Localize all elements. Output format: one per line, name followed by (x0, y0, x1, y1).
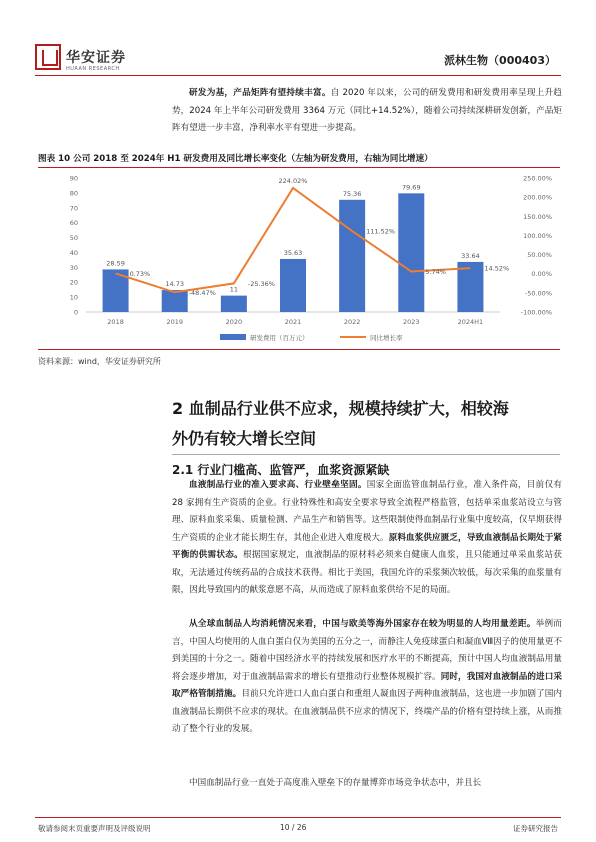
bar-rd-expense (162, 290, 188, 312)
line-value-label: 111.52% (366, 227, 396, 236)
right-axis-tick: 100.00% (523, 231, 552, 240)
para1-bold2: 原料血浆供应匮乏，导致血液制品长期处于紧平衡的供需状态。 (172, 532, 562, 560)
legend-bar-swatch (220, 334, 246, 340)
x-axis-tick: 2018 (107, 318, 124, 326)
right-axis-tick: -100.00% (520, 308, 552, 317)
line-value-label: 224.02% (278, 176, 308, 185)
para1-bold1: 血液制品行业的准入要求高、行业壁垒坚固。 (189, 480, 367, 490)
paragraph-entry-barrier (172, 477, 562, 600)
x-axis-tick: 2023 (403, 318, 420, 326)
bar-rd-expense (221, 296, 247, 312)
left-axis-tick: 70 (69, 204, 78, 213)
footer-divider (35, 817, 561, 818)
bar-value-label: 28.59 (106, 259, 125, 268)
bar-value-label: 11 (229, 285, 238, 294)
left-axis-tick: 90 (69, 174, 78, 183)
left-axis-tick: 40 (69, 248, 78, 257)
line-value-label: -48.47% (188, 288, 216, 297)
paragraph-market-competition (172, 775, 562, 793)
logo-text: 华安证券 (66, 50, 126, 66)
para2-text1: 举例而言，中国人均使用的人血白蛋白仅为美国的五分之一，而静注人免疫球蛋白和凝血Ⅷ因子的使用量更不到美国的十分之一。随着中国经济水平的持续发展和医疗水平的不断提高，预计中国人均血液制品用量将会逐步增加，对于血液制品需求的增长有望推动行业整体规模扩容。 (172, 619, 562, 682)
bar-rd-expense (339, 200, 365, 312)
bar-value-label: 79.69 (401, 183, 421, 192)
figure-title: 图表 10 公司 2018 至 2024年 H1 研发费用及同比增长率变化（左轴为研发费用，右轴为同比增速） (38, 154, 433, 164)
line-value-label: 0.73% (129, 269, 151, 278)
para1-text1: 国家全面监管血制品行业，准入条件高，目前仅有 28 家拥有生产资质的企业。行业特殊性和高安全要求导致全流程严格监管，包括单采血浆站设立与管理、原料血浆采集、质量检测、产品生产和销售等。这些限制使得血制品行业集中度较高，仅早期获得生产资质的企业才能长期生存，其他企业进入难度极大。 (172, 480, 562, 543)
x-axis-tick: 2024H1 (457, 318, 484, 326)
bar-value-label: 33.64 (461, 251, 480, 260)
footer-disclaimer: 敬请参阅末页重要声明及评级说明 (38, 824, 151, 833)
section-title-line1: 2 血制品行业供不应求，规模持续扩大，相较海 (172, 399, 509, 418)
bar-value-label: 14.73 (165, 280, 185, 289)
footer-report-type: 证券研究报告 (513, 824, 558, 833)
figure-bottom-rule (38, 349, 560, 350)
left-axis-tick: 60 (69, 219, 78, 228)
section-title-line2: 外仍有较大增长空间 (172, 429, 317, 448)
left-axis-tick: 80 (69, 189, 78, 198)
right-axis-tick: 150.00% (523, 212, 552, 221)
x-axis-tick: 2021 (284, 318, 302, 326)
figure-source: 资料来源：wind，华安证券研究所 (38, 357, 161, 366)
intro-text: 自 2020 年以来，公司的研发费用和研发费用率呈现上升趋势，2024 年上半年公司研发费用 3364 万元（同比+14.52%），随着公司持续深耕研发创新，产品矩阵有望进一步丰富，净利率水平有望进一步提高。 (172, 88, 562, 133)
left-axis-tick: 10 (69, 293, 78, 302)
intro-bold: 研发为基，产品矩阵有望持续丰富。 (189, 88, 331, 98)
bar-rd-expense (398, 193, 424, 312)
para2-bold1: 从全球血制品人均消耗情况来看，中国与欧美等海外国家存在较为明显的人均用量差距。 (189, 619, 536, 629)
left-axis-tick: 20 (69, 278, 78, 287)
legend-line-label: 同比增长率 (370, 334, 403, 342)
paragraph-consumption-gap (172, 616, 562, 739)
header-divider (35, 75, 561, 76)
para2-bold2: 同时，我国对血液制品的进口采取严格管制措施。 (172, 671, 562, 699)
left-axis-tick: 0 (73, 308, 78, 317)
bar-value-label: 75.36 (342, 189, 362, 198)
logo-subtext: HUAAN RESEARCH (66, 66, 120, 72)
line-value-label: 14.52% (484, 264, 510, 273)
left-axis-tick: 30 (69, 263, 78, 272)
right-axis-tick: 250.00% (523, 174, 552, 183)
rd-expense-chart (38, 170, 560, 348)
bar-rd-expense (280, 259, 306, 312)
line-value-label: 5.74% (425, 268, 446, 277)
page-number: 10 / 26 (280, 823, 307, 832)
left-axis-tick: 50 (69, 234, 78, 243)
subsection-title: 2.1 行业门槛高、监管严，血浆资源紧缺 (172, 463, 390, 477)
right-axis-tick: 0.00% (531, 270, 552, 279)
header-company: 派林生物（000403） (444, 54, 556, 67)
para2-text2: 目前只允许进口人血白蛋白和重组人凝血因子两种血液制品，这也进一步加剧了国内血液制品长期供不应求的现状。在血液制品供不应求的情况下，终端产品的价格有望持续上涨，从而推动了整个行业的发展。 (172, 689, 562, 734)
figure-top-rule (38, 167, 560, 168)
intro-paragraph (172, 85, 562, 138)
line-value-label: -25.36% (247, 279, 275, 288)
section-divider (172, 454, 560, 455)
x-axis-tick: 2020 (225, 318, 243, 326)
bar-value-label: 35.63 (283, 248, 303, 257)
right-axis-tick: 200.00% (523, 193, 552, 202)
x-axis-tick: 2019 (166, 318, 183, 326)
para1-text2: 根据国家规定，血液制品的原材料必须来自健康人血浆，且只能通过单采血浆站获取，无法通过传统药品的合成技术获得。相比于美国，我国允许的采浆频次较低，每次采集的血浆量有限，因此导致国内的献浆意愿不高，从而造成了原料血浆供给不足的局面。 (172, 550, 562, 595)
x-axis-tick: 2022 (343, 318, 361, 326)
company-logo-icon (35, 44, 61, 70)
legend-bar-label: 研发费用（百万元） (250, 334, 309, 342)
right-axis-tick: -50.00% (524, 289, 552, 298)
right-axis-tick: 50.00% (527, 251, 552, 260)
para3-text: 中国血制品行业一直处于高度准入壁垒下的存量博弈市场竞争状态中，并且长 (189, 778, 482, 788)
